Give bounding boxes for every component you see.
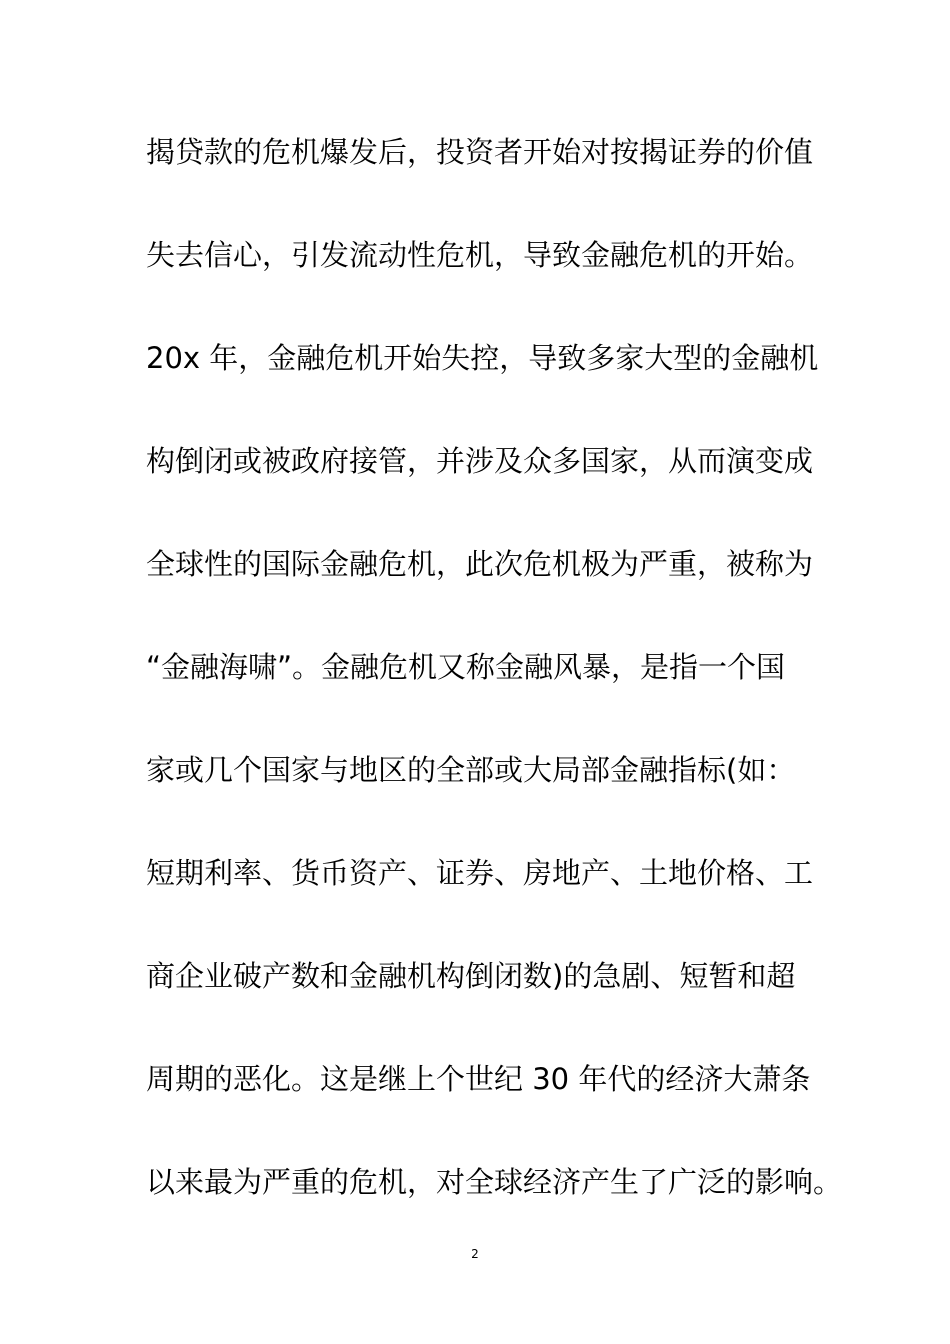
text-line: 失去信心，引发流动性危机，导致金融危机的开始。	[146, 238, 814, 272]
text-line: 周期的恶化。这是继上个世纪 30 年代的经济大萧条	[146, 1062, 811, 1096]
text-line: 以来最为严重的危机，对全球经济产生了广泛的影响。	[146, 1165, 843, 1199]
text-line: “金融海啸”。金融危机又称金融风暴，是指一个国	[146, 650, 786, 684]
text-line: 揭贷款的危机爆发后，投资者开始对按揭证券的价值	[146, 135, 814, 169]
text-line: 构倒闭或被政府接管，并涉及众多国家，从而演变成	[146, 444, 814, 478]
text-line: 短期利率、货币资产、证券、房地产、土地价格、工	[146, 856, 814, 890]
page-number: 2	[471, 1247, 479, 1261]
body-text	[146, 124, 843, 1257]
text-line: 商企业破产数和金融机构倒闭数)的急剧、短暂和超	[146, 959, 796, 993]
text-line: 20x 年，金融危机开始失控，导致多家大型的金融机	[146, 341, 819, 375]
text-line: 家或几个国家与地区的全部或大局部金融指标(如：	[146, 753, 796, 787]
text-line: 全球性的国际金融危机，此次危机极为严重，被称为	[146, 547, 814, 581]
